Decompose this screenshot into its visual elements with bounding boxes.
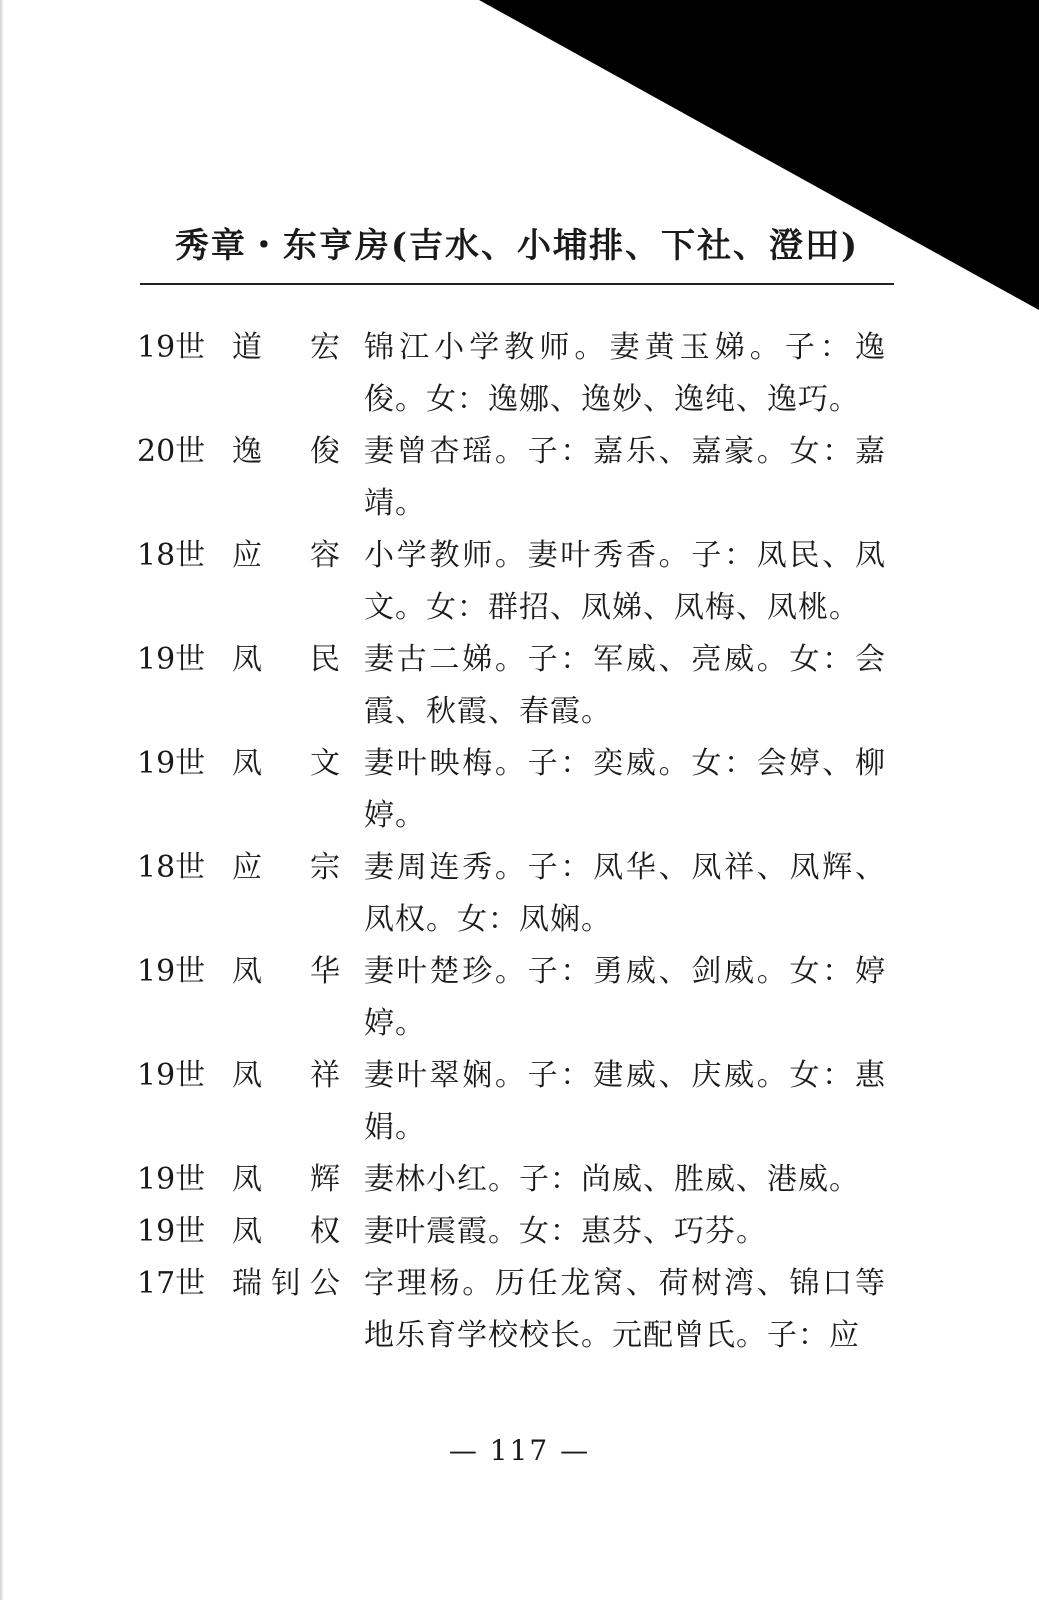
entry-description: 锦江小学教师。妻黄玉娣。子：逸俊。女：逸娜、逸妙、逸纯、逸巧。 [364, 330, 886, 417]
person-name: 凤 文 [232, 746, 340, 781]
person-name: 凤 祥 [232, 1058, 340, 1093]
genealogy-entries [0, 322, 1039, 1362]
person-name: 道 宏 [232, 330, 340, 365]
entry-description: 妻曾杏瑶。子：嘉乐、嘉豪。女：嘉靖。 [364, 434, 886, 521]
generation-label: 19世 [137, 746, 206, 781]
entry-description: 妻林小红。子：尚威、胜威、港威。 [364, 1162, 860, 1197]
generation-label: 18世 [137, 850, 206, 885]
genealogy-entry [0, 322, 1039, 426]
genealogy-entry [0, 946, 1039, 1050]
person-name: 凤 辉 [232, 1162, 340, 1197]
genealogy-entry [0, 530, 1039, 634]
genealogy-entry [0, 634, 1039, 738]
generation-label: 19世 [137, 1162, 206, 1197]
entry-description: 妻周连秀。子：凤华、凤祥、凤辉、凤权。女：凤娴。 [364, 850, 886, 937]
entry-description: 妻古二娣。子：军威、亮威。女：会霞、秋霞、春霞。 [364, 642, 886, 729]
genealogy-entry [0, 1206, 1039, 1258]
entry-description: 小学教师。妻叶秀香。子：凤民、凤文。女：群招、凤娣、凤梅、凤桃。 [364, 538, 886, 625]
genealogy-entry [0, 426, 1039, 530]
genealogy-entry [0, 842, 1039, 946]
generation-label: 18世 [137, 538, 206, 573]
genealogy-entry [0, 738, 1039, 842]
person-name: 逸 俊 [232, 434, 340, 469]
generation-label: 19世 [137, 1058, 206, 1093]
person-name: 应 容 [232, 538, 340, 573]
person-name: 应 宗 [232, 850, 340, 885]
genealogy-entry [0, 1050, 1039, 1154]
person-name: 凤 民 [232, 642, 340, 677]
generation-label: 19世 [137, 954, 206, 989]
person-name: 凤 权 [232, 1214, 340, 1249]
running-header: 秀章・东亨房(吉水、小埔排、下社、澄田) [174, 226, 860, 266]
entry-description: 字理杨。历任龙窝、荷树湾、锦口等地乐育学校校长。元配曾氏。子：应 [364, 1266, 886, 1353]
entry-description: 妻叶映梅。子：奕威。女：会婷、柳婷。 [364, 746, 886, 833]
page-number: — 117 — [448, 1434, 591, 1467]
person-name: 瑞钊公 [232, 1266, 340, 1301]
generation-label: 19世 [137, 330, 206, 365]
header-rule [140, 283, 894, 285]
generation-label: 19世 [137, 1214, 206, 1249]
entry-description: 妻叶楚珍。子：勇威、剑威。女：婷婷。 [364, 954, 886, 1041]
entry-description: 妻叶翠娴。子：建威、庆威。女：惠娟。 [364, 1058, 886, 1145]
generation-label: 20世 [137, 434, 206, 469]
generation-label: 19世 [137, 642, 206, 677]
genealogy-entry [0, 1258, 1039, 1362]
genealogy-entry [0, 1154, 1039, 1206]
entry-description: 妻叶震霞。女：惠芬、巧芬。 [364, 1214, 767, 1249]
person-name: 凤 华 [232, 954, 340, 989]
generation-label: 17世 [137, 1266, 206, 1301]
